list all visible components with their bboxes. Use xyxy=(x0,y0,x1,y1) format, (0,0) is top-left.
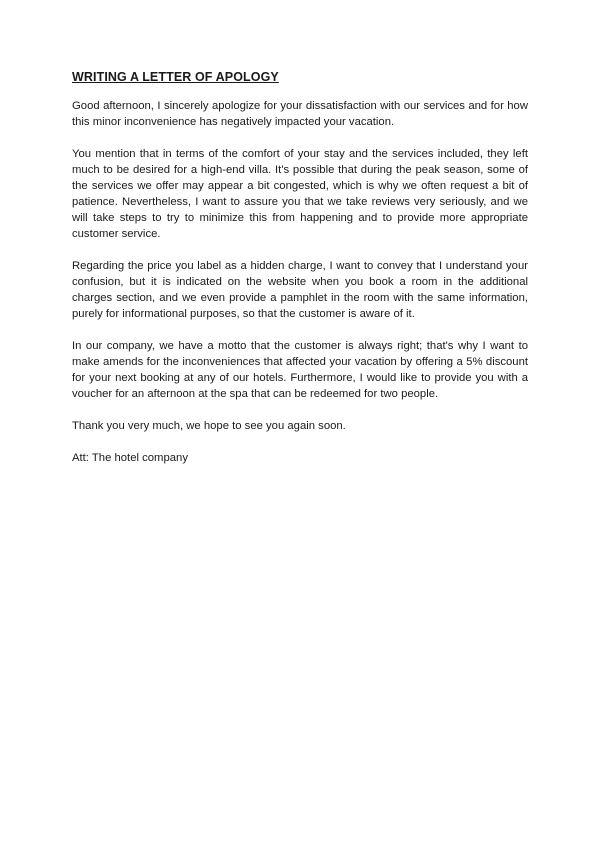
signature-line: Att: The hotel company xyxy=(72,452,188,464)
paragraph-greeting: Good afternoon, I sincerely apologize for your dissatisfaction with our services and for how this minor inconvenience has negatively impacted your vacation. xyxy=(72,100,528,128)
document-page xyxy=(72,70,528,482)
paragraph-hidden-charge: Regarding the price you label as a hidden charge, I want to convey that I understand your confusion, but it is indicated on the website when you book a room in the additional charges section, and we even provide a pamphlet in the room with the same information, purely for informational purposes, so that the customer is aware of it. xyxy=(72,260,528,320)
paragraph-amends: In our company, we have a motto that the customer is always right; that's why I want to make amends for the inconveniences that affected your vacation by offering a 5% discount for your next booking at any of our hotels. Furthermore, I would like to provide you with a voucher for an afternoon at the spa that can be redeemed for two people. xyxy=(72,340,528,400)
paragraph-comfort: You mention that in terms of the comfort of your stay and the services included, they left much to be desired for a high-end villa. It's possible that during the peak season, some of the services we offer may appear a bit congested, which is why we often request a bit of patience. Nevertheless, I want to assure you that we take reviews very seriously, and we will take steps to try to minimize this from happening and to provide more appropriate customer service. xyxy=(72,148,528,240)
paragraph-thanks: Thank you very much, we hope to see you again soon. xyxy=(72,420,346,432)
document-title: WRITING A LETTER OF APOLOGY xyxy=(72,70,279,84)
